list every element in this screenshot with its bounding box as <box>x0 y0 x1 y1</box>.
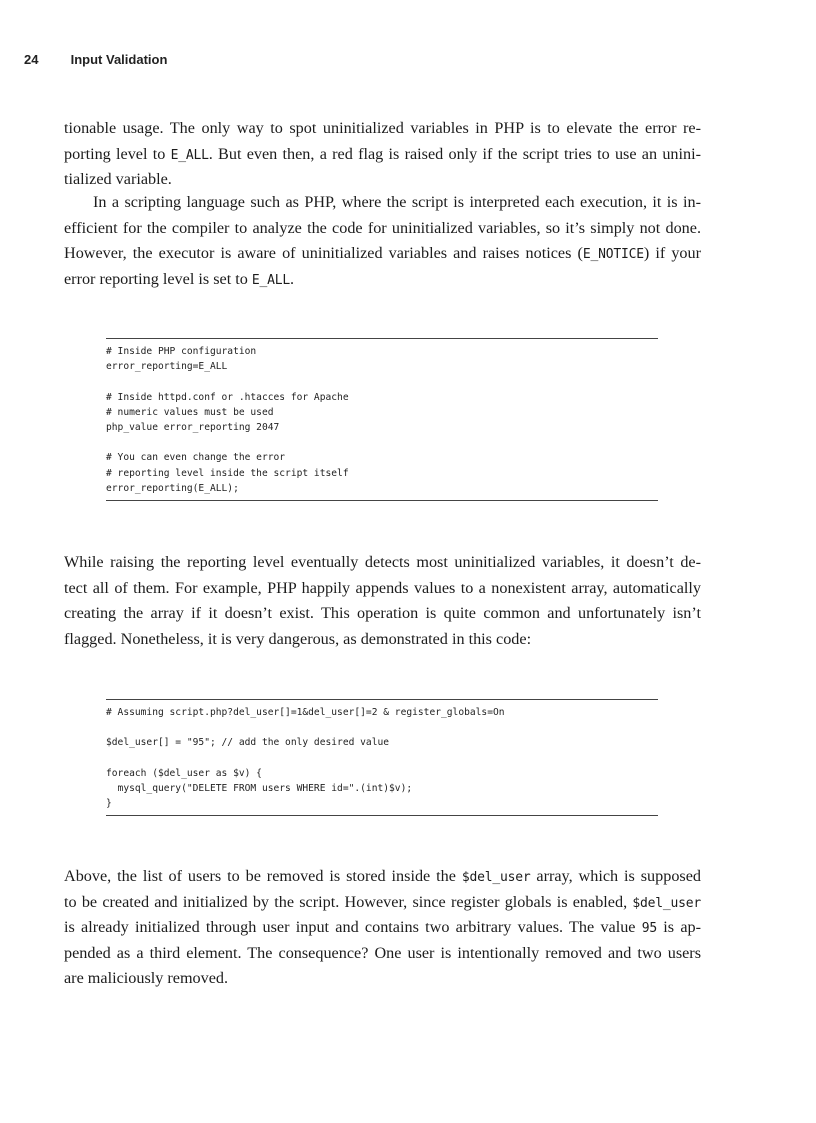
paragraph-3 <box>64 550 701 652</box>
code-line: } <box>106 798 112 810</box>
paragraph-line <box>64 267 701 293</box>
code-line: mysql_query("DELETE FROM users WHERE id=".(int)$v); <box>106 782 413 794</box>
text-run: ) if your <box>643 244 701 262</box>
chapter-title: Input Validation <box>70 52 168 67</box>
paragraph-line: efficient for the compiler to analyze the code for uninitialized variables, so it’s simply not done. <box>64 218 701 237</box>
paragraph-2 <box>64 190 701 292</box>
paragraph-line: In a scripting language such as PHP, where the script is interpreted each execution, it is in- <box>93 193 701 211</box>
text-run: array, which is supposed <box>530 867 702 885</box>
text-run: . <box>290 269 295 288</box>
page-number: 24 <box>24 52 39 67</box>
inline-code: E_ALL <box>251 272 291 288</box>
code-line: # Assuming script.php?del_user[]=1&del_user[]=2 & register_globals=On <box>106 707 505 718</box>
inline-code: E_NOTICE <box>582 247 644 262</box>
running-head <box>24 52 167 67</box>
inline-code: $del_user <box>632 895 701 911</box>
paragraph-4 <box>64 864 701 992</box>
code-line: foreach ($del_user as $v) { <box>106 767 262 779</box>
text-run: porting level to <box>64 144 171 163</box>
paragraph-line: tionable usage. The only way to spot uninitialized variables in PHP is to elevate the error re- <box>64 119 701 137</box>
paragraph-line: tect all of them. For example, PHP happily appends values to a nonexistent array, automatically <box>64 578 701 597</box>
paragraph-line: tialized variable. <box>64 170 172 188</box>
code-line <box>106 374 658 389</box>
paragraph-line: pended as a third element. The consequence? One user is intentionally removed and two users <box>64 943 701 962</box>
paragraph-line: creating the array if it doesn’t exist. This operation is quite common and unfortunately isn’t <box>64 604 701 622</box>
text-run: is ap- <box>657 918 702 936</box>
code-line: error_reporting=E_ALL <box>106 361 228 373</box>
paragraph-1 <box>64 116 701 193</box>
code-block-error-reporting <box>106 338 658 501</box>
text-run: to be created and initialized by the script. However, since register globals is enabled, <box>64 892 633 911</box>
inline-code: $del_user <box>461 870 531 885</box>
inline-code: 95 <box>641 921 658 936</box>
paragraph-line <box>64 915 701 941</box>
text-run: error reporting level is set to <box>64 269 252 288</box>
text-run: Above, the list of users to be removed is stored inside the <box>64 867 462 885</box>
code-line: # numeric values must be used <box>106 406 274 418</box>
paragraph-line <box>64 241 701 267</box>
code-line <box>106 720 658 735</box>
code-line <box>106 751 658 766</box>
paragraph-line: flagged. Nonetheless, it is very dangerous, as demonstrated in this code: <box>64 629 532 648</box>
code-block-del-user <box>106 699 658 816</box>
paragraph-line: are maliciously removed. <box>64 969 229 987</box>
code-line <box>106 435 658 450</box>
code-line: $del_user[] = "95"; // add the only desired value <box>106 737 390 749</box>
code-line: # You can even change the error <box>106 452 286 464</box>
code-line: # Inside httpd.conf or .htacces for Apache <box>106 391 349 403</box>
paragraph-line: While raising the reporting level eventually detects most uninitialized variables, it doesn’t de- <box>64 553 701 571</box>
code-line: php_value error_reporting 2047 <box>106 421 280 433</box>
text-run: . But even then, a red flag is raised only if the script tries to use an unini- <box>208 144 701 163</box>
code-line: # reporting level inside the script itself <box>106 467 349 479</box>
paragraph-line <box>64 864 701 890</box>
text-run: is already initialized through user input and contains two arbitrary values. The value <box>64 918 642 936</box>
code-line: # Inside PHP configuration <box>106 346 257 357</box>
inline-code: E_ALL <box>170 147 209 163</box>
paragraph-line <box>64 890 701 916</box>
paragraph-line <box>64 142 701 168</box>
code-line: error_reporting(E_ALL); <box>106 482 239 494</box>
text-run: However, the executor is aware of uninitialized variables and raises notices ( <box>64 244 583 262</box>
